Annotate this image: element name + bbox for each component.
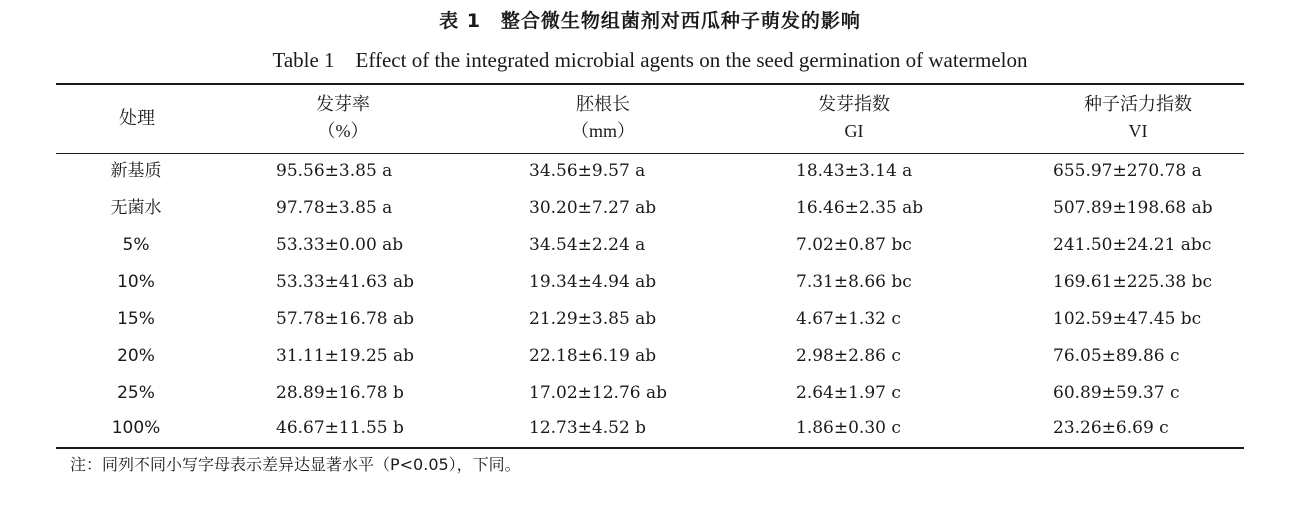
cell-radicle-length: 22.18±6.19 ab [529, 346, 657, 366]
cell-germination-index: 18.43±3.14 a [796, 161, 913, 181]
cell-germination-index: 16.46±2.35 ab [796, 198, 924, 218]
header-treatment [92, 106, 182, 132]
table-row [56, 375, 1244, 412]
header-germination-index [779, 92, 929, 144]
cell-radicle-length: 34.54±2.24 a [529, 235, 646, 255]
cell-vigor-index: 169.61±225.38 bc [1053, 272, 1213, 292]
table-row [56, 410, 1244, 447]
header-radicle-length [523, 92, 683, 144]
cell-treatment: 15% [117, 309, 155, 329]
cell-germination-index: 2.98±2.86 c [796, 346, 901, 366]
cell-germination-rate: 46.67±11.55 b [276, 418, 404, 438]
cell-treatment: 100% [111, 418, 161, 438]
table-footnote: 注：同列不同小写字母表示差异达显著水平（P<0.05），下同。 [70, 455, 521, 474]
header-germination-rate-unit: （%） [317, 121, 369, 141]
header-radicle-length-unit: （mm） [570, 121, 635, 141]
table-title-chinese: 表 1 整合微生物组菌剂对西瓜种子萌发的影响 [439, 10, 861, 32]
cell-radicle-length: 12.73±4.52 b [529, 418, 647, 438]
cell-germination-rate: 97.78±3.85 a [276, 198, 393, 218]
header-vigor-index [1048, 92, 1228, 144]
table-row [56, 301, 1244, 338]
header-vigor-index-unit: VI [1128, 121, 1148, 141]
table-row [56, 153, 1244, 190]
cell-treatment: 无菌水 [110, 198, 162, 218]
cell-vigor-index: 507.89±198.68 ab [1053, 198, 1213, 218]
cell-germination-rate: 53.33±0.00 ab [276, 235, 404, 255]
cell-treatment: 5% [122, 235, 150, 255]
cell-germination-rate: 95.56±3.85 a [276, 161, 393, 181]
cell-treatment: 25% [117, 383, 155, 403]
cell-radicle-length: 21.29±3.85 ab [529, 309, 657, 329]
header-treatment-label: 处理 [119, 108, 155, 129]
cell-radicle-length: 30.20±7.27 ab [529, 198, 657, 218]
cell-treatment: 新基质 [110, 161, 162, 181]
cell-germination-index: 4.67±1.32 c [796, 309, 901, 329]
cell-germination-index: 7.02±0.87 bc [796, 235, 912, 255]
header-radicle-length-label: 胚根长 [576, 94, 630, 115]
cell-germination-rate: 28.89±16.78 b [276, 383, 404, 403]
table-row [56, 338, 1244, 375]
header-germination-rate-label: 发芽率 [316, 94, 370, 115]
cell-germination-rate: 57.78±16.78 ab [276, 309, 415, 329]
cell-germination-rate: 31.11±19.25 ab [276, 346, 415, 366]
cell-germination-index: 2.64±1.97 c [796, 383, 901, 403]
table-bottom-rule [56, 447, 1244, 449]
cell-radicle-length: 19.34±4.94 ab [529, 272, 657, 292]
cell-germination-index: 1.86±0.30 c [796, 418, 901, 438]
cell-vigor-index: 23.26±6.69 c [1053, 418, 1169, 438]
table-row [56, 264, 1244, 301]
cell-vigor-index: 102.59±47.45 bc [1053, 309, 1202, 329]
header-germination-index-label: 发芽指数 [818, 94, 890, 115]
cell-radicle-length: 17.02±12.76 ab [529, 383, 668, 403]
cell-germination-rate: 53.33±41.63 ab [276, 272, 415, 292]
cell-radicle-length: 34.56±9.57 a [529, 161, 646, 181]
cell-treatment: 20% [117, 346, 155, 366]
cell-vigor-index: 60.89±59.37 c [1053, 383, 1180, 403]
cell-germination-index: 7.31±8.66 bc [796, 272, 912, 292]
cell-vigor-index: 241.50±24.21 abc [1053, 235, 1212, 255]
table-row [56, 227, 1244, 264]
table-top-rule [56, 83, 1244, 85]
cell-vigor-index: 655.97±270.78 a [1053, 161, 1202, 181]
cell-vigor-index: 76.05±89.86 c [1053, 346, 1180, 366]
table-row [56, 190, 1244, 227]
table-title-english: Table 1 Effect of the integrated microbial agents on the seed germination of watermelon [272, 48, 1028, 72]
cell-treatment: 10% [117, 272, 155, 292]
header-vigor-index-label: 种子活力指数 [1084, 94, 1192, 115]
header-germination-rate [268, 92, 418, 144]
header-germination-index-unit: GI [844, 121, 864, 141]
